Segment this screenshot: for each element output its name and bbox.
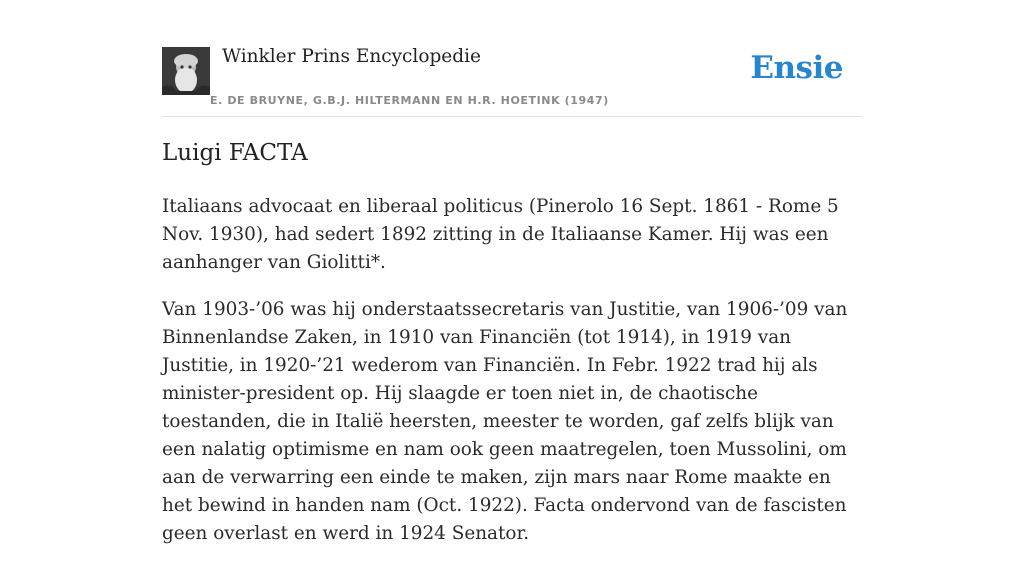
- article-title: Luigi FACTA: [162, 140, 308, 166]
- site-title[interactable]: Winkler Prins Encyclopedie: [222, 46, 481, 67]
- article-paragraph-1: Italiaans advocaat en liberaal politicus (Pinerolo 16 Sept. 1861 - Rome 5 Nov. 1930), had sedert 1892 zitting in de Italiaanse Kamer. Hij was een aanhanger van Giolitti*.: [162, 196, 839, 273]
- article-paragraph-2: Van 1903-’06 was hij onderstaatssecretaris van Justitie, van 1906-’09 van Binnenlandse Zaken, in 1910 van Financiën (tot 1914), in 1919 van Justitie, in 1920-’21 wederom van Financiën. In Febr. 1922 trad hij als minister-president op. Hij slaagde er toen niet in, de chaotische toestanden, die in Italië heersten, meester te worden, gaf zelfs blijk van een nalatig optimisme en nam ook geen maatregelen, toen Mussolini, om aan de verwarring een einde te maken, zijn mars naar Rome maakte en het bewind in handen nam (Oct. 1922). Facta ondervond van de fascisten geen overlast en werd in 1924 Senator.: [162, 299, 848, 544]
- header: [162, 0, 862, 117]
- authors-line: E. DE BRUYNE, G.B.J. HILTERMANN EN H.R. HOETINK (1947): [210, 94, 609, 107]
- article-body: [162, 193, 862, 567]
- portrait-avatar[interactable]: [162, 47, 210, 95]
- page: [162, 0, 862, 544]
- portrait-avatar-icon: [162, 47, 210, 95]
- brand-logo[interactable]: Ensie: [750, 50, 843, 86]
